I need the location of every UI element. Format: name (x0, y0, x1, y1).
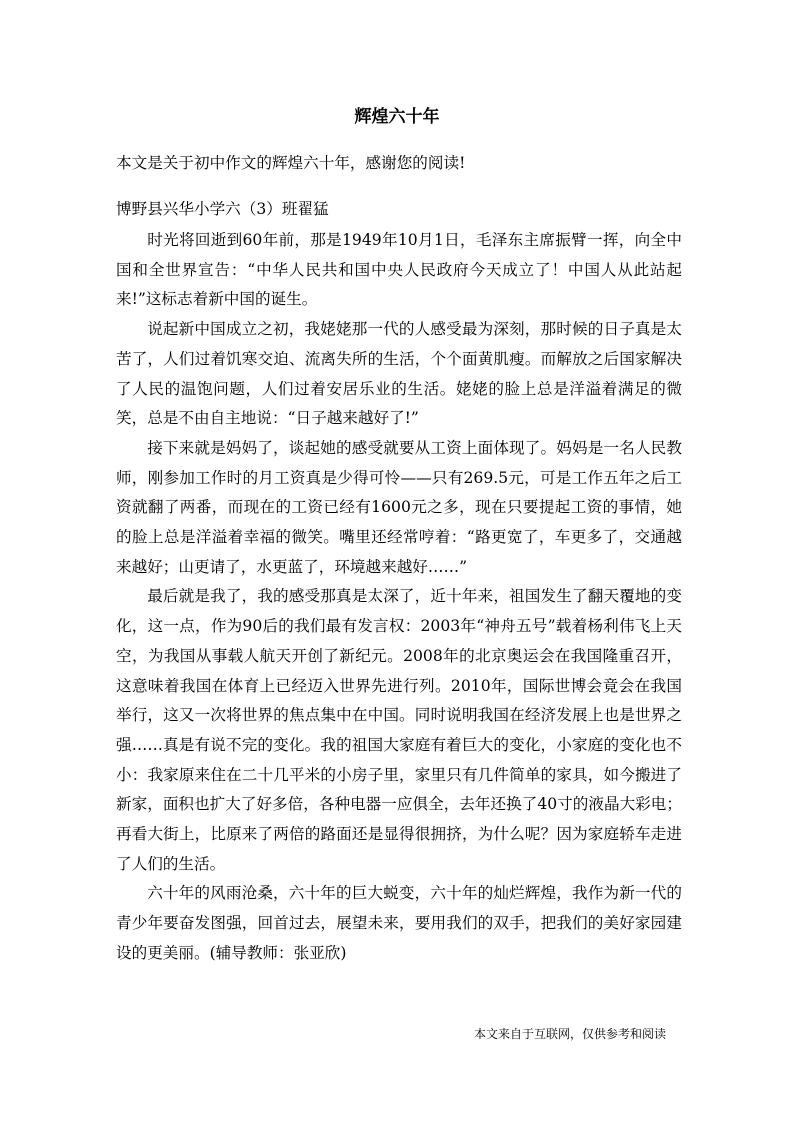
source-note: 本文来自于互联网，仅供参考和阅读 (473, 1027, 666, 1041)
article-body (116, 226, 682, 969)
paragraph-5: 六十年的风雨沧桑，六十年的巨大蜕变，六十年的灿烂辉煌，我作为新一代的青少年要奋发图强，回首过去，展望未来，要用我们的双手，把我们的美好家园建设的更美丽。(辅导教师：张亚欣) (116, 884, 682, 962)
paragraph-2: 说起新中国成立之初，我姥姥那一代的人感受最为深刻，那时候的日子真是太苦了，人们过着饥寒交迫、流离失所的生活，个个面黄肌瘦。而解放之后国家解决了人民的温饱问题，人们过着安居乐业的生活。姥姥的脸上总是洋溢着满足的微笑，总是不由自主地说：“日子越来越好了!” (116, 320, 682, 428)
document-title: 辉煌六十年 (354, 107, 440, 127)
paragraph-3: 接下来就是妈妈了，谈起她的感受就要从工资上面体现了。妈妈是一名人民教师，刚参加工作时的月工资真是少得可怜——只有269.5元，可是工作五年之后工资就翻了两番，而现在的工资已经有1600元之多，现在只要提起工资的事情，她的脸上总是洋溢着幸福的微笑。嘴里还经常哼着：“路更宽了，车更多了，交通越来越好；山更请了，水更蓝了，环境越来越好……” (116, 438, 682, 576)
paragraph-1: 时光将回逝到60年前，那是1949年10月1日，毛泽东主席振臂一挥，向全中国和全世界宣告：“中华人民共和国中央人民政府今天成立了！中国人从此站起来!”这标志着新中国的诞生。 (116, 231, 682, 309)
author-line: 博野县兴华小学六（3）班翟猛 (116, 200, 329, 218)
intro-line: 本文是关于初中作文的辉煌六十年，感谢您的阅读! (116, 154, 466, 172)
paragraph-4: 最后就是我了，我的感受那真是太深了，近十年来，祖国发生了翻天覆地的变化，这一点，作为90后的我们最有发言权：2003年“神舟五号”载着杨利伟飞上天空，为我国从事载人航天开创了新纪元。2008年的北京奥运会在我国隆重召开，这意味着我国在体育上已经迈入世界先进行列。2010年，国际世博会竟会在我国举行，这又一次将世界的焦点集中在中国。同时说明我国在经济发展上也是世界之强……真是有说不完的变化。我的祖国大家庭有着巨大的变化，小家庭的变化也不小：我家原来住在二十几平米的小房子里，家里只有几件简单的家具，如今搬进了新家，面积也扩大了好多倍，各种电器一应俱全，去年还换了40寸的液晶大彩电；再看大街上，比原来了两倍的路面还是显得很拥挤，为什么呢？因为家庭轿车走进了人们的生活。 (116, 587, 682, 873)
